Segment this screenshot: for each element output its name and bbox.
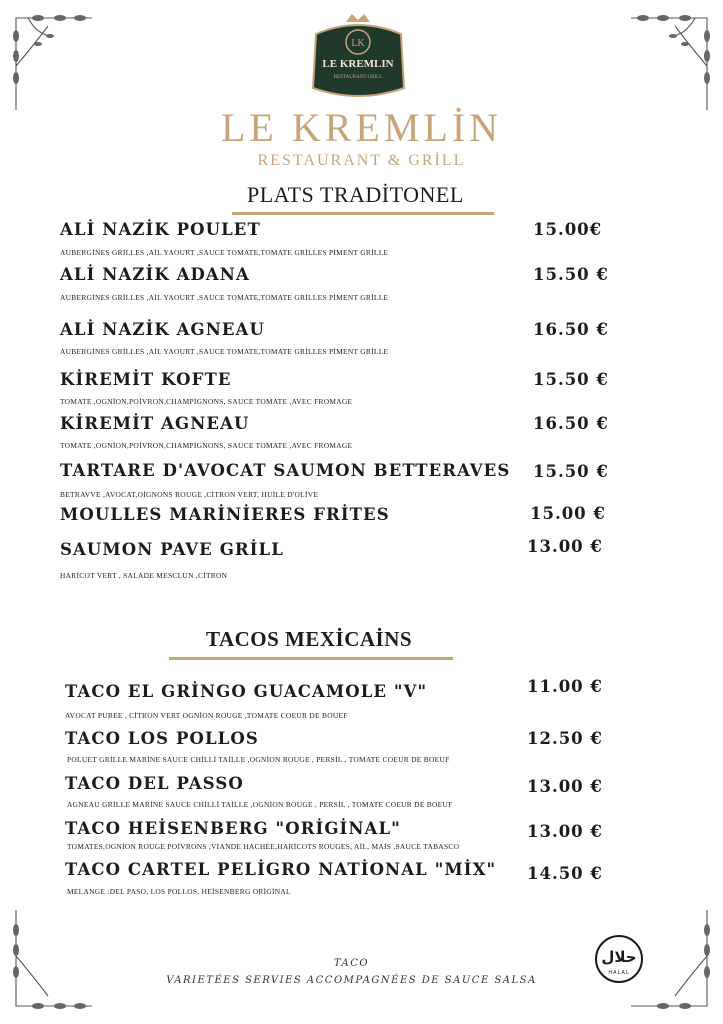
menu-item-name: TACO HEİSENBERG "ORİGİNAL" [65,819,401,838]
brand-subtitle: RESTAURANT & GRİLL [257,152,466,169]
menu-item-description: BETRAVVE ,AVOCAT,OİGNONS ROUGE ,CİTRON VERT, HUİLE D'OLİVE [60,490,319,499]
menu-item-description: AUBERGİNES GRİLLES ,AİL YAOURT ,SAUCE TOMATE,TOMATE GRİLLES PİMENT GRİLLE [60,248,389,257]
footer-taco-label: TACO [333,958,370,969]
menu-item-name: MOULLES MARİNİERES FRİTES [60,505,390,524]
menu-item-description: AGNEAU GRİLLE MARİNE SAUCE CHİLLİ TAİLLE ,OGNİON ROUGE , PERSİL , TOMATE COEUR DE BOEUF [67,800,453,809]
menu-item-name: KİREMİT AGNEAU [60,414,250,433]
menu-item-price: 15.50 € [533,462,609,481]
menu-item-name: TARTARE D'AVOCAT SAUMON BETTERAVES [60,461,511,480]
menu-item-price: 15.00€ [533,220,603,239]
halal-icon [594,934,644,984]
menu-item-description: MELANGE :DEL PASO, LOS POLLOS, HEİSENBERG ORİGİNAL [67,887,291,896]
menu-item-name: ALİ NAZİK ADANA [60,265,250,284]
footer-note: VARIETÉES SERVIES ACCOMPAGNÉES DE SAUCE SALSA [166,975,537,986]
logo-tagline: RESTAURANT GRILL [333,75,383,80]
brand-title: LE KREMLİN [220,105,503,150]
menu-item-description: AVOCAT PUREE , CİTRON VERT OGNİON ROUGE ,TOMATE COEUR DE BOUEF [65,711,348,720]
menu-item-name: TACO LOS POLLOS [65,729,259,748]
menu-item-description: AUBERGİNES GRİLLES ,AİL YAOURT ,SAUCE TOMATE,TOMATE GRİLLES PİMENT GRİLLE [60,293,389,302]
logo-name: LE KREMLIN [322,58,394,70]
menu-item-description: TOMATES,OGNİON ROUGE POİVRONS ,VİANDE HACHEE,HARİCOTS ROUGES, AİL, MAİS ,SAUCE TABASCO [67,842,460,851]
menu-item-price: 12.50 € [527,729,603,748]
section-title-plats: PLATS TRADİTONEL [247,182,464,207]
menu-item-description: HARİCOT VERT , SALADE MESCLUN ,CİTRON [60,571,228,580]
menu-item-price: 11.00 € [527,677,603,696]
menu-item-name: TACO CARTEL PELİGRO NATİONAL "MİX" [65,860,497,879]
menu-item-price: 15.50 € [533,370,609,389]
halal-label: HALAL [608,970,630,976]
restaurant-logo [308,12,409,101]
menu-item-description: POLUET GRİLLE MARİNE SAUCE CHİLLİ TAİLLE ,OGNİON ROUGE , PERSİL , TOMATE COEUR DE BOEUF [67,755,450,764]
menu-item-price: 15.00 € [530,504,606,523]
menu-item-name: KİREMİT KOFTE [60,370,232,389]
menu-item-price: 13.00 € [527,777,603,796]
menu-item-price: 15.50 € [533,265,609,284]
menu-item-price: 14.50 € [527,864,603,883]
menu-item-description: AUBERGİNES GRİLLES ,AİL YAOURT ,SAUCE TOMATE,TOMATE GRİLLES PİMENT GRİLLE [60,347,389,356]
floral-corner-top-left [8,6,98,116]
menu-item-name: TACO EL GRİNGO GUACAMOLE "V" [65,682,428,701]
menu-item-name: ALİ NAZİK POULET [60,220,261,239]
menu-item-price: 13.00 € [527,537,603,556]
section-divider [232,212,494,215]
section-title-tacos: TACOS MEXİCAİNS [206,627,413,651]
menu-item-price: 16.50 € [533,320,609,339]
floral-corner-top-right [625,6,715,116]
menu-item-price: 13.00 € [527,822,603,841]
menu-item-description: TOMATE ,OGNİON,POİVRON,CHAMPİGNONS, SAUCE TOMATE ,AVEC FROMAGE [60,397,353,406]
crown-emblem-icon [308,12,409,101]
logo-monogram: LK [351,38,365,49]
menu-item-price: 16.50 € [533,414,609,433]
menu-item-description: TOMATE ,OGNİON,POİVRON,CHAMPİGNONS, SAUCE TOMATE ,AVEC FROMAGE [60,441,353,450]
halal-arabic: حلال [601,948,637,966]
halal-badge [594,934,644,984]
menu-item-name: TACO DEL PASSO [65,774,244,793]
section-divider [169,657,453,660]
menu-item-name: SAUMON PAVE GRİLL [60,540,284,559]
menu-item-name: ALİ NAZİK AGNEAU [60,320,265,339]
